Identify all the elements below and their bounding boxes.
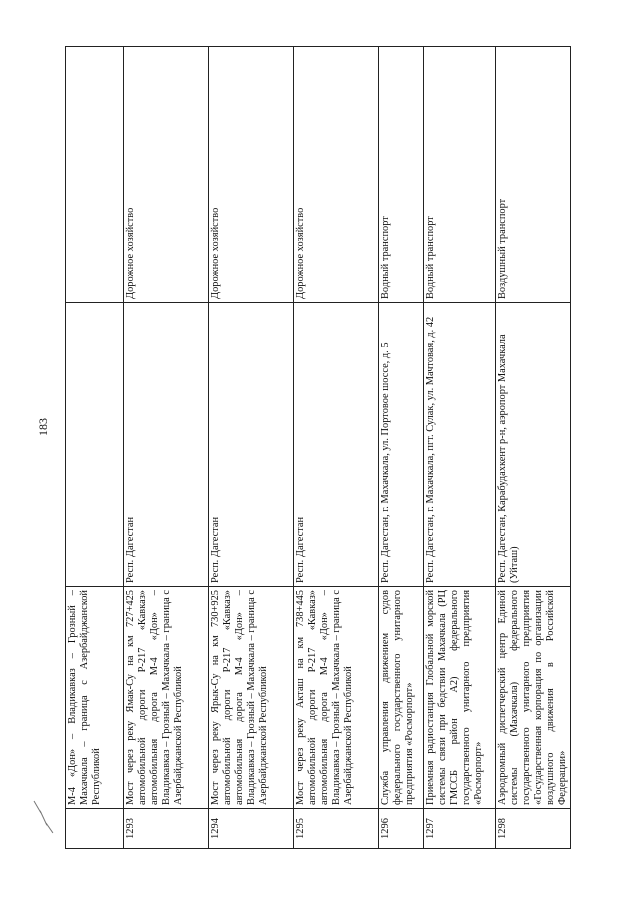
address-cell: Респ. Дагестан (294, 303, 379, 587)
address-cell: Респ. Дагестан (209, 303, 294, 587)
table-row (124, 47, 209, 849)
address-cell (66, 303, 124, 587)
object-cell: Приемная радиостанция Глобальной морской системы связи при бедствии Махачкала (РЦ ГМССБ район А2) федерального государственного унитарного предприятия «Росморпорт» (424, 587, 496, 809)
row-number-cell: 1298 (496, 809, 571, 849)
object-cell: Служба управления движением судов федерального государственного унитарного предприятия «Росморпорт» (379, 587, 424, 809)
row-number-cell: 1296 (379, 809, 424, 849)
address-cell: Респ. Дагестан, Карабудахкент р-н, аэропорт Махачкала (Уйташ) (496, 303, 571, 587)
sector-cell: Водный транспорт (379, 47, 424, 303)
table-row (294, 47, 379, 849)
address-cell: Респ. Дагестан, г. Махачкала, пгт. Сулак, ул. Мачтовая, д. 42 (424, 303, 496, 587)
row-number-cell (66, 809, 124, 849)
table-row (66, 47, 124, 849)
object-cell: Мост через реку Ямак-Су на км 727+425 автомобильной дороги Р-217 «Кавказ» автомобильная дорога М-4 «Дон» – Владикавказ – Грозный – Махачкала – граница с Азербайджанской Республикой (124, 587, 209, 809)
objects-table (65, 46, 571, 849)
table-row (424, 47, 496, 849)
sector-cell: Дорожное хозяйство (124, 47, 209, 303)
row-number-cell: 1294 (209, 809, 294, 849)
object-cell: Мост через реку Ярык-Су на км 730+925 автомобильной дороги Р-217 «Кавказ» автомобильная дорога М-4 «Дон» – Владикавказ – Грозный – Махачкала – граница с Азербайджанской Республикой (209, 587, 294, 809)
rotated-page (65, 47, 570, 849)
address-cell: Респ. Дагестан, г. Махачкала, ул. Портовое шоссе, д. 5 (379, 303, 424, 587)
sector-cell: Водный транспорт (424, 47, 496, 303)
scan-marks (33, 800, 57, 860)
sector-cell (66, 47, 124, 303)
table-row (209, 47, 294, 849)
sector-cell: Дорожное хозяйство (209, 47, 294, 303)
sector-cell: Воздушный транспорт (496, 47, 571, 303)
row-number-cell: 1293 (124, 809, 209, 849)
sector-cell: Дорожное хозяйство (294, 47, 379, 303)
table-row (496, 47, 571, 849)
object-cell: Мост через реку Акташ на км 738+445 автомобильной дороги Р-217 «Кавказ» автомобильная дорога М-4 «Дон» – Владикавказ – Грозный – Махачкала – граница с Азербайджанской Республикой (294, 587, 379, 809)
object-cell: Аэродромный диспетчерский центр Единой системы (Махачкала) федерального государственного унитарного предприятия «Государственная корпорация по организации воздушного движения в Российской Федерации» (496, 587, 571, 809)
address-cell: Респ. Дагестан (124, 303, 209, 587)
row-number-cell: 1295 (294, 809, 379, 849)
table-row (379, 47, 424, 849)
page-number: 183 (36, 418, 50, 436)
object-cell: М-4 «Дон» – Владикавказ – Грозный – Махачкала – граница с Азербайджанской Республикой (66, 587, 124, 809)
row-number-cell: 1297 (424, 809, 496, 849)
